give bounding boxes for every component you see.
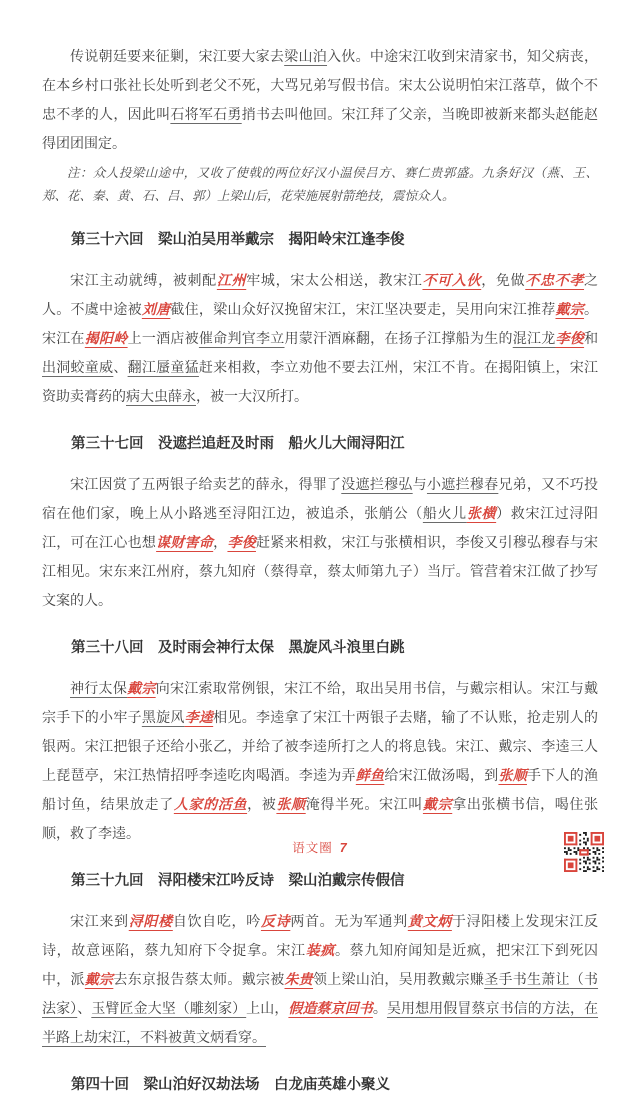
summary-paragraph xyxy=(42,674,598,848)
text-segment: 。蔡九知府闻知是近疯，把宋江下到死囚中，派 xyxy=(42,942,599,987)
annotated-term: 混江龙 xyxy=(512,330,556,346)
page-footer xyxy=(0,838,640,856)
text-segment: ）救宋江过浔阳江，可在江心也想 xyxy=(42,505,599,550)
annotated-term: 吴用想用假冒蔡京书信的方法，在半路上劫宋江，不料被黄文炳看穿。 xyxy=(42,1000,599,1045)
annotated-term: 翻江蜃童猛 xyxy=(127,359,199,375)
text-segment: 用蒙汗酒麻翻，在扬子江撑船为生的 xyxy=(284,330,513,346)
text-segment: 上山， xyxy=(246,1000,289,1016)
text-segment: 注：众人投梁山途中，又收了使戟的两位好汉小温侯吕方、赛仁贵郭盛。九条好汉（燕、王、郑、花、秦、黄、石、吕、郭）上梁山后，花荣施展射箭绝技，震惊众人。 xyxy=(42,165,598,203)
annotated-term: 张横 xyxy=(466,505,497,521)
text-segment: 上一酒店被 xyxy=(127,330,199,346)
note-paragraph xyxy=(42,161,598,207)
text-segment: 和 xyxy=(584,330,599,346)
summary-paragraph xyxy=(42,470,598,615)
annotated-term: 没遮拦穆弘 xyxy=(341,476,413,492)
text-segment: 。宋江在 xyxy=(42,301,599,346)
text-segment: 、 xyxy=(77,1000,92,1016)
annotated-term: 戴宗 xyxy=(422,796,453,812)
text-segment: 相见。李逵拿了宋江十两银子去赌，输了不认账，抢走别人的银两。宋江把银子还给小张乙，并给了被李逵所打之人的将息钱。宋江、戴宗、李逵三人上琵琶亭，宋江热情招呼李逵吃肉喝酒。李逵为弄 xyxy=(42,709,599,783)
text-segment: 捎书去叫他回。宋江拜了父亲，当晚即被新来都头赵能赵得团团围定。 xyxy=(42,106,599,151)
text-segment: 自饮自吃，吟 xyxy=(172,913,261,929)
chapter-heading: 第三十六回 梁山泊吴用举戴宗 揭阳岭宋江逢李俊 xyxy=(71,232,405,248)
annotated-term: 黄文炳 xyxy=(407,913,452,929)
text-segment: 。 xyxy=(372,1000,387,1016)
text-segment: 手下人的渔船讨鱼，结果放走了 xyxy=(42,767,599,812)
text-segment: ，被一大汉所打。 xyxy=(196,388,308,404)
annotated-term: 出洞蛟童威 xyxy=(42,359,114,375)
annotated-term: 李俊 xyxy=(227,534,256,550)
annotated-term: 谋财害命 xyxy=(156,534,214,550)
text-segment: 与 xyxy=(412,476,427,492)
annotated-term: 戴宗 xyxy=(84,971,114,987)
text-segment: ，免做 xyxy=(481,272,526,288)
text-segment: 之人。不虞中途被 xyxy=(42,272,599,317)
text-segment: 给宋江做汤喝，到 xyxy=(384,767,499,783)
text-segment: 宋江主动就缚，被刺配 xyxy=(70,272,217,288)
text-segment: 、 xyxy=(113,359,128,375)
qr-code-icon xyxy=(564,832,604,872)
chapter-heading: 第三十九回 浔阳楼宋江吟反诗 梁山泊戴宗传假信 xyxy=(71,873,405,889)
text-segment: ， xyxy=(213,534,228,550)
text-segment: 拿出张横书信，喝住张顺，救了李逵。 xyxy=(42,796,599,841)
annotated-term: 戴宗 xyxy=(555,301,585,317)
annotated-term: 戴宗 xyxy=(127,680,156,696)
annotated-term: 圣手书生萧让（书法家） xyxy=(42,971,599,1016)
annotated-term: 李俊 xyxy=(555,330,585,346)
text-segment: 赶来相救，李立劝他不要去江州，宋江不肯。在揭阳镇上，宋江资助卖膏药的 xyxy=(42,359,599,404)
chapter-heading: 第三十七回 没遮拦追赶及时雨 船火儿大闹浔阳江 xyxy=(71,436,405,452)
annotated-term: 石将军石勇 xyxy=(170,106,242,122)
annotated-term: 船火儿 xyxy=(422,505,467,521)
annotated-term: 玉臂匠金大坚（雕刻家） xyxy=(91,1000,247,1016)
annotated-term: 病大虫薛永 xyxy=(126,388,196,404)
page-number: 7 xyxy=(339,841,348,855)
text-segment: 领上梁山泊，吴用教戴宗赚 xyxy=(313,971,485,987)
text-segment: 赶紧来相救，宋江与张横相识，李俊又引穆弘穆春与宋江相见。宋东来江州府，蔡九知府（蔡得章，蔡太师第九子）当厅。管营着宋江做了抄写文案的人。 xyxy=(42,534,599,608)
annotated-term: 李逵 xyxy=(184,709,214,725)
annotated-term: 朱贵 xyxy=(284,971,314,987)
text-segment: 两首。无为军通判 xyxy=(290,913,408,929)
annotated-term: 催命判官李立 xyxy=(198,330,285,346)
annotated-term: 小遮拦穆春 xyxy=(426,476,499,492)
text-segment: ，被 xyxy=(247,796,277,812)
text-segment: 于浔阳楼上发现宋江反诗，故意诬陷，蔡九知府下令捉拿。宋江 xyxy=(42,913,599,958)
annotated-term: 假造蔡京回书 xyxy=(288,1000,373,1016)
text-segment: 截住，梁山众好汉挽留宋江，宋江坚决要走，吴用向宋江推荐 xyxy=(170,301,556,317)
text-segment: 入伙。中途宋江收到宋清家书，知父病丧，在本乡村口张社长处听到老父不死，大骂兄弟写假书信。宋太公说明怕宋江落草，做个不忠不孝的人，因此叫 xyxy=(42,48,599,122)
annotated-term: 揭阳岭 xyxy=(84,330,128,346)
summary-paragraph xyxy=(42,266,598,411)
annotated-term: 江州 xyxy=(216,272,247,288)
summary-paragraph xyxy=(42,42,598,158)
annotated-term: 鲜鱼 xyxy=(355,767,385,783)
text-segment: 向宋江索取常例银，宋江不给，取出吴用书信，与戴宗相认。宋江与戴宗手下的小牢子 xyxy=(42,680,599,725)
annotated-term: 装疯 xyxy=(305,942,335,958)
chapter-heading: 第四十回 梁山泊好汉劫法场 白龙庙英雄小聚义 xyxy=(71,1077,390,1093)
annotated-term: 神行太保 xyxy=(70,680,128,696)
annotated-term: 不忠不孝 xyxy=(525,272,585,288)
document-body xyxy=(42,42,598,1111)
text-segment: 去东京报告蔡太师。戴宗被 xyxy=(113,971,285,987)
text-segment: 传说朝廷要来征剿，宋江要大家去 xyxy=(70,48,285,64)
text-segment: 兄弟，又不巧投宿在他们家，晚上从小路逃至浔阳江边，被追杀，张艄公（ xyxy=(42,476,599,521)
annotated-term: 不可入伙 xyxy=(422,272,482,288)
annotated-term: 黑旋风 xyxy=(141,709,185,725)
annotated-term: 张顺 xyxy=(276,796,306,812)
text-segment: 宋江来到 xyxy=(70,913,129,929)
text-segment: 淹得半死。宋江叫 xyxy=(305,796,423,812)
annotated-term: 浔阳楼 xyxy=(128,913,173,929)
annotated-term: 反诗 xyxy=(260,913,291,929)
summary-paragraph xyxy=(42,907,598,1052)
chapter-heading: 第三十八回 及时雨会神行太保 黑旋风斗浪里白跳 xyxy=(71,640,405,656)
text-segment: 宋江因赏了五两银子给卖艺的薛永，得罪了 xyxy=(70,476,342,492)
text-segment: 牢城，宋太公相送，教宋江 xyxy=(246,272,423,288)
annotated-term: 张顺 xyxy=(498,767,527,783)
annotated-term: 人家的活鱼 xyxy=(173,796,248,812)
footer-brand: 语文圈 xyxy=(292,841,333,855)
annotated-term: 刘唐 xyxy=(141,301,171,317)
annotated-term: 梁山泊 xyxy=(284,48,328,64)
